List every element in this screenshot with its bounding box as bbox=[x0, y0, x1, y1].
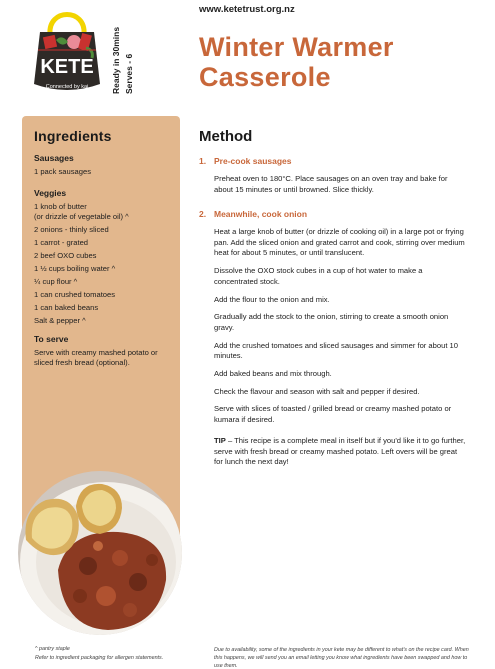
svg-text:KETE: KETE bbox=[40, 56, 94, 78]
ingredient-item: 1 carrot - grated bbox=[34, 238, 89, 247]
ready-time: Ready in 30mins bbox=[111, 26, 121, 94]
serve-text: Serve with creamy mashed potato or sliced fresh bread (optional). bbox=[34, 348, 158, 367]
recipe-title: Winter Warmer Casserole bbox=[199, 32, 394, 92]
pantry-note: ^ pantry staple bbox=[35, 646, 70, 652]
step-paragraph: Add baked beans and mix through. bbox=[214, 369, 332, 379]
tip-note: TIP – This recipe is a complete meal in itself but if you'd like it to go further, serve with fresh bread or creamy mashed potato. Left overs will be great for lunch the next day! bbox=[214, 436, 466, 467]
step-paragraph: Gradually add the stock to the onion, stirring to create a smooth onion gravy. bbox=[214, 312, 449, 332]
kete-logo bbox=[28, 4, 106, 96]
method-step-2 bbox=[199, 209, 465, 433]
serves: Serves - 6 bbox=[124, 53, 134, 94]
kete-bag-icon bbox=[28, 4, 106, 96]
ingredients-heading: Ingredients bbox=[34, 128, 112, 144]
ingredient-item: 2 beef OXO cubes bbox=[34, 251, 97, 260]
availability-note: Due to availability, some of the ingredients in your kete may be different to what's on the recipe card. When this happens, we will send you an email letting you know what ingredients have been swapped and how to use them. bbox=[214, 647, 469, 669]
method-heading: Method bbox=[199, 128, 253, 145]
ingredient-item: 1 pack sausages bbox=[34, 167, 91, 176]
ingredient-item: 2 onions - thinly sliced bbox=[34, 225, 109, 234]
section-title: Veggies bbox=[34, 188, 67, 198]
ingredient-item: 1 can baked beans bbox=[34, 303, 99, 312]
step-paragraph: Add the flour to the onion and mix. bbox=[214, 294, 330, 304]
step-heading: 2. Meanwhile, cook onion bbox=[199, 209, 308, 219]
step-paragraph: Serve with slices of toasted / grilled bread or creamy mashed potato or kumara if desired. bbox=[214, 404, 452, 425]
step-paragraph: Dissolve the OXO stock cubes in a cup of hot water to make a concentrated stock. bbox=[214, 266, 423, 286]
section-title: To serve bbox=[34, 334, 69, 344]
step-heading: 1. Pre-cook sausages bbox=[199, 156, 292, 166]
ingredient-item: Salt & pepper ^ bbox=[34, 316, 86, 325]
allergen-note: Refer to ingredient packaging for allergen statements. bbox=[35, 655, 164, 661]
website-link[interactable]: www.ketetrust.org.nz bbox=[199, 4, 295, 15]
footer-notes bbox=[35, 645, 163, 663]
section-title: Sausages bbox=[34, 153, 74, 163]
step-paragraph: Check the flavour and season with salt and pepper if desired. bbox=[214, 386, 420, 396]
step-paragraph: Preheat oven to 180°C. Place sausages on an oven tray and bake for about 15 minutes or until browned. Slice thickly. bbox=[214, 174, 448, 194]
step-paragraph: Add the crushed tomatoes and sliced sausages and simmer for about 10 minutes. bbox=[214, 340, 458, 361]
food-photo bbox=[18, 470, 182, 636]
ingredient-item: 1 can crushed tomatoes bbox=[34, 290, 116, 299]
ingredient-item: 1 knob of butter (or drizzle of vegetable oil) ^ bbox=[34, 202, 129, 221]
ingredient-item: 1 ½ cups boiling water ^ bbox=[34, 264, 116, 273]
svg-text:Connected by kai: Connected by kai bbox=[45, 84, 89, 90]
ingredient-item: ¼ cup flour ^ bbox=[34, 277, 78, 286]
recipe-meta bbox=[110, 12, 150, 94]
casserole-plate-image bbox=[18, 470, 182, 636]
method-step-1 bbox=[199, 156, 465, 202]
step-paragraph: Heat a large knob of butter (or drizzle of cooking oil) in a large pot or frying pan. Add the sliced onion and grated carrot and cook, stirring over medium heat for about 5 minutes, or until translucent. bbox=[214, 227, 465, 258]
